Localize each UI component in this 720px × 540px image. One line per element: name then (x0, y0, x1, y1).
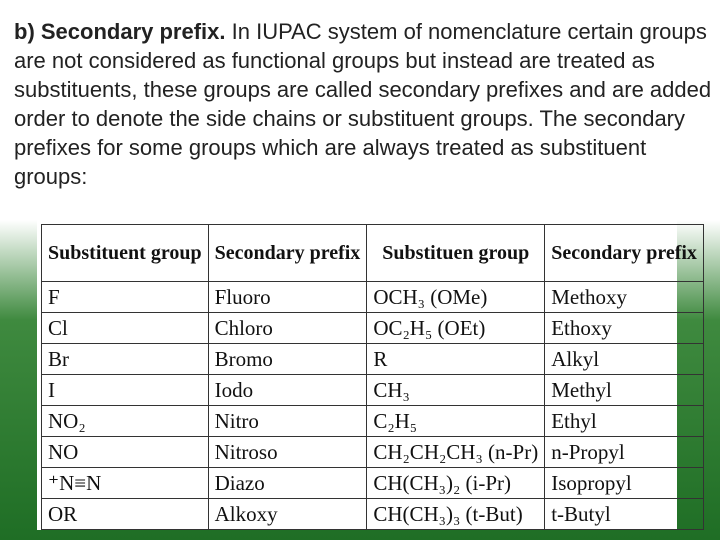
table-cell: OR (42, 499, 209, 530)
table-row (42, 437, 704, 468)
table-row (42, 468, 704, 499)
table-cell: CH(CH₃)₂ (i-Pr) (367, 468, 545, 499)
table-cell: t-Butyl (545, 499, 704, 530)
table-cell: OCH₃ (OMe) (367, 282, 545, 313)
table-cell: Nitro (208, 406, 367, 437)
header-substituent-group: Substituent group (42, 225, 209, 282)
table-cell: I (42, 375, 209, 406)
table-cell: Isopropyl (545, 468, 704, 499)
table-cell: Methoxy (545, 282, 704, 313)
table-cell: Br (42, 344, 209, 375)
header-secondary-prefix: Secondary prefix (208, 225, 367, 282)
table-cell: C₂H₅ (367, 406, 545, 437)
table-row (42, 282, 704, 313)
table-cell: NO₂ (42, 406, 209, 437)
table-cell: Bromo (208, 344, 367, 375)
table-cell: n-Propyl (545, 437, 704, 468)
table-row (42, 406, 704, 437)
table-cell: Chloro (208, 313, 367, 344)
table-cell: CH₃ (367, 375, 545, 406)
table-cell: Ethyl (545, 406, 704, 437)
table-cell: Ethoxy (545, 313, 704, 344)
table-cell: CH(CH₃)₃ (t-But) (367, 499, 545, 530)
table-row (42, 313, 704, 344)
table-cell: Cl (42, 313, 209, 344)
intro-lead: b) Secondary prefix. (14, 19, 226, 44)
table-cell: Iodo (208, 375, 367, 406)
table-cell: Methyl (545, 375, 704, 406)
table-header-row (42, 225, 704, 282)
table-row (42, 344, 704, 375)
header-secondary-prefix-2: Secondary prefix (545, 225, 704, 282)
table-cell: OC₂H₅ (OEt) (367, 313, 545, 344)
table-cell: Fluoro (208, 282, 367, 313)
table-cell: Alkyl (545, 344, 704, 375)
table-cell: Diazo (208, 468, 367, 499)
prefix-table (41, 224, 704, 530)
table-cell: ⁺N≡N (42, 468, 209, 499)
intro-text: In IUPAC system of nomenclature certain groups are not considered as functional groups but instead are treated as substituents, these groups are called secondary prefixes and are added order to denote the side chains or substituent groups. The secondary prefixes for some groups which are always treated as substituent groups: (14, 19, 712, 189)
prefix-table-panel (37, 220, 697, 530)
table-cell: R (367, 344, 545, 375)
table-cell: CH₂CH₂CH₃ (n-Pr) (367, 437, 545, 468)
table-cell: Nitroso (208, 437, 367, 468)
intro-paragraph (14, 17, 714, 191)
table-cell: Alkoxy (208, 499, 367, 530)
table-cell: NO (42, 437, 209, 468)
table-row (42, 375, 704, 406)
table-cell: F (42, 282, 209, 313)
table-row (42, 499, 704, 530)
header-substituen-group: Substituen group (367, 225, 545, 282)
